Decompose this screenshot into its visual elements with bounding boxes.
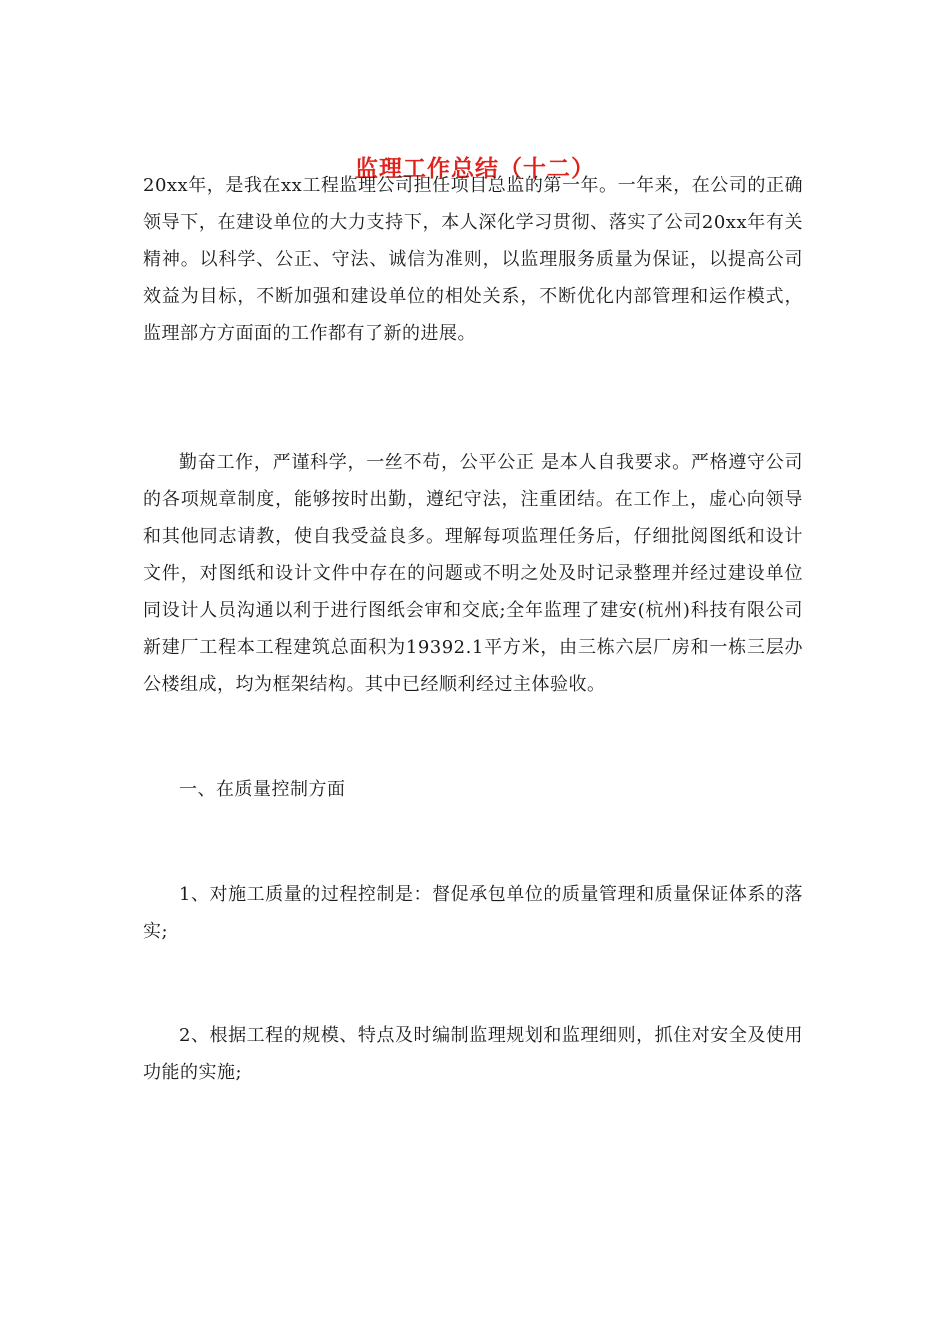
paragraph-item-1: 1、对施工质量的过程控制是：督促承包单位的质量管理和质量保证体系的落实; xyxy=(143,884,803,942)
section-heading-quality-control: 一、在质量控制方面 xyxy=(179,779,346,800)
document-title: 监理工作总结（十二） xyxy=(355,155,595,182)
paragraph-intro: 20xx年，是我在xx工程监理公司担任项目总监的第一年。一年来，在公司的正确领导下，在建设单位的大力支持下，本人深化学习贯彻、落实了公司20xx年有关精神。以科学、公正、守法、诚信为准则，以监理服务质量为保证，以提高公司效益为目标，不断加强和建设单位的相处关系，不断优化内部管理和运作模式，监理部方方面面的工作都有了新的进展。 xyxy=(143,175,803,344)
paragraph-item-2: 2、根据工程的规模、特点及时编制监理规划和监理细则，抓住对安全及使用功能的实施; xyxy=(143,1025,803,1083)
paragraph-work-attitude: 勤奋工作，严谨科学，一丝不苟，公平公正 是本人自我要求。严格遵守公司的各项规章制度，能够按时出勤，遵纪守法，注重团结。在工作上，虚心向领导和其他同志请教，使自我受益良多。理解每项监理任务后，仔细批阅图纸和设计文件，对图纸和设计文件中存在的问题或不明之处及时记录整理并经过建设单位同设计人员沟通以利于进行图纸会审和交底;全年监理了建安(杭州)科技有限公司新建厂工程本工程建筑总面积为19392.1平方米，由三栋六层厂房和一栋三层办公楼组成，均为框架结构。其中已经顺利经过主体验收。 xyxy=(143,452,803,695)
